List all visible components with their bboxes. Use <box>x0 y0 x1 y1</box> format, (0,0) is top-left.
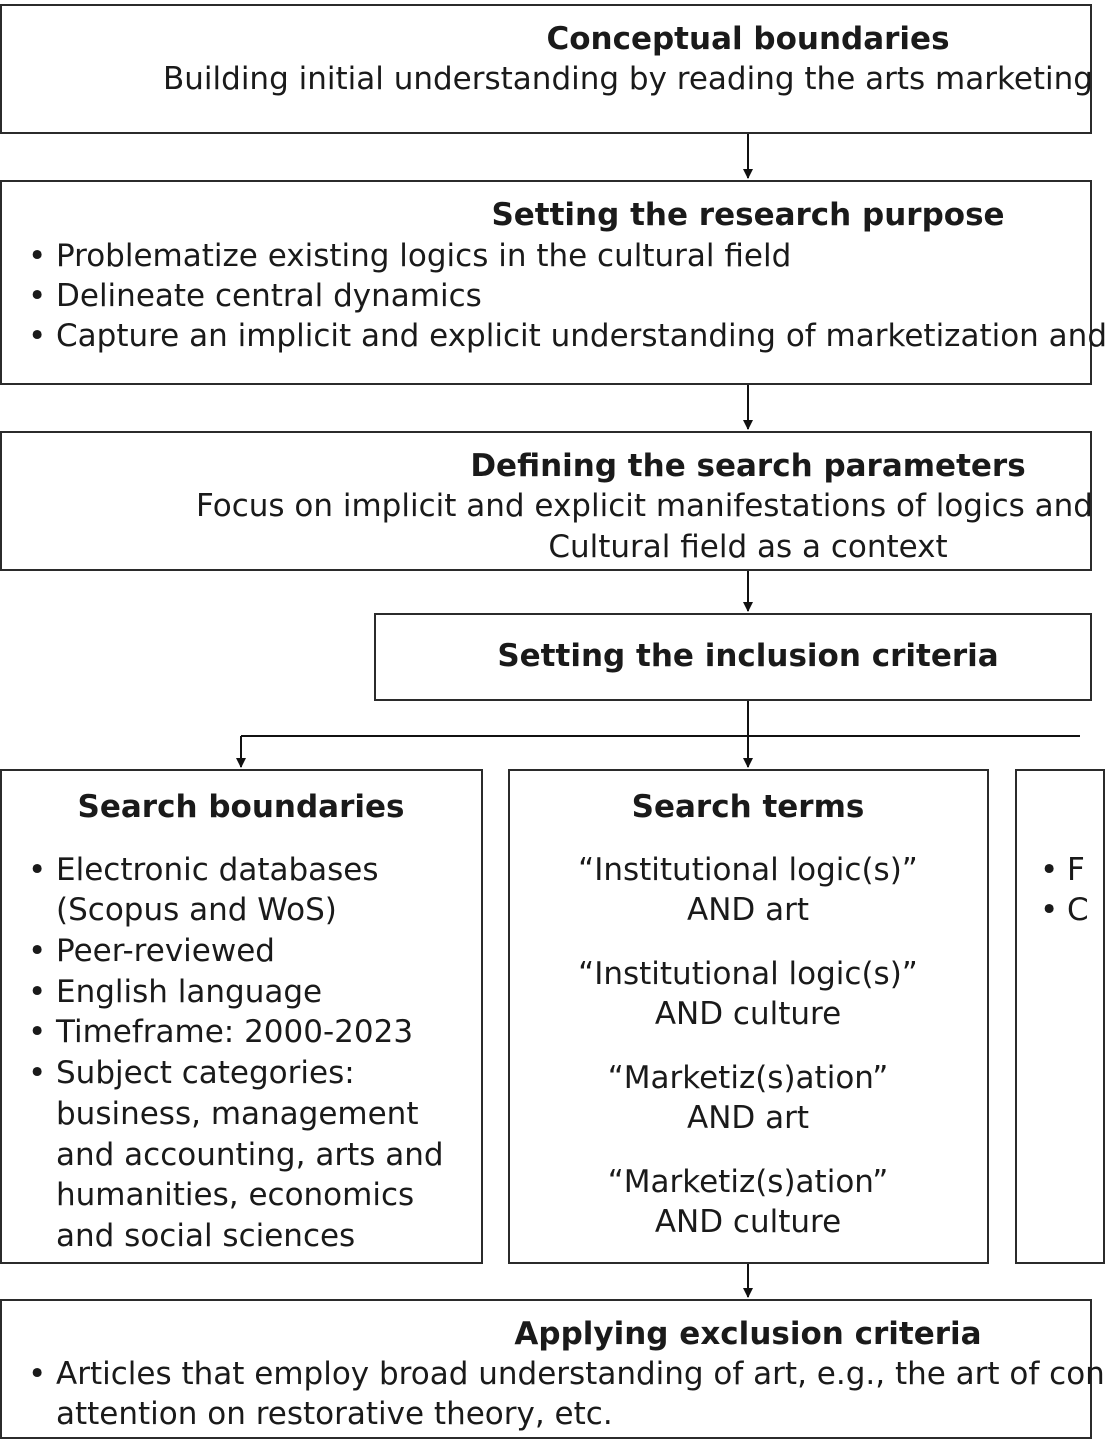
boundaries-bullet: English language <box>56 974 323 1010</box>
search-term-operator: AND art <box>686 1100 810 1136</box>
exclusion-criteria-title: Applying exclusion criteria <box>514 1316 982 1352</box>
search-term: “Marketiz(s)ation” <box>607 1060 889 1096</box>
bullet-dot: • <box>1040 852 1059 888</box>
bullet-dot: • <box>28 318 47 354</box>
bullet-dot: • <box>28 1014 47 1050</box>
exclusion-bullet: Articles that employ broad understanding of art, e.g., the art of con <box>56 1356 1105 1392</box>
bullet-dot: • <box>28 238 47 274</box>
inclusion-criteria-title: Setting the inclusion criteria <box>497 638 999 674</box>
exclusion-bullet-cont: attention on restorative theory, etc. <box>56 1396 613 1432</box>
third-bullet-fragment: C <box>1067 892 1089 928</box>
research-purpose-title: Setting the research purpose <box>491 197 1005 233</box>
conceptual-boundaries-title: Conceptual boundaries <box>546 21 950 57</box>
boundaries-bullet: Peer-reviewed <box>56 933 275 969</box>
purpose-bullet: Capture an implicit and explicit understanding of marketization and <box>56 318 1107 354</box>
search-parameters-line: Cultural field as a context <box>548 529 948 565</box>
search-parameters-line: Focus on implicit and explicit manifestations of logics and <box>196 488 1093 524</box>
bullet-dot: • <box>28 933 47 969</box>
search-term-operator: AND culture <box>654 996 842 1032</box>
purpose-bullet: Delineate central dynamics <box>56 278 482 314</box>
third-bullet-fragment: F <box>1067 852 1085 888</box>
search-boundaries-title: Search boundaries <box>77 789 405 825</box>
conceptual-boundaries-text: Building initial understanding by reading the arts marketing <box>163 61 1093 97</box>
boundaries-bullet-cont: business, management <box>56 1096 419 1132</box>
boundaries-bullet-cont: and social sciences <box>56 1218 356 1254</box>
search-term-operator: AND culture <box>654 1204 842 1240</box>
bullet-dot: • <box>1040 892 1059 928</box>
boundaries-bullet: Timeframe: 2000-2023 <box>56 1014 414 1050</box>
purpose-bullet: Problematize existing logics in the cultural field <box>56 238 792 274</box>
search-term: “Institutional logic(s)” <box>578 852 918 888</box>
boundaries-bullet-cont: (Scopus and WoS) <box>56 892 337 928</box>
bullet-dot: • <box>28 1055 47 1091</box>
bullet-dot: • <box>28 852 47 888</box>
boundaries-bullet: Electronic databases <box>56 852 379 888</box>
bullet-dot: • <box>28 974 47 1010</box>
boundaries-bullet-cont: and accounting, arts and <box>56 1137 444 1173</box>
search-term: “Marketiz(s)ation” <box>607 1164 889 1200</box>
search-parameters-title: Defining the search parameters <box>470 448 1026 484</box>
boundaries-bullet: Subject categories: <box>56 1055 355 1091</box>
search-term-operator: AND art <box>686 892 810 928</box>
bullet-dot: • <box>28 1356 47 1392</box>
boundaries-bullet-cont: humanities, economics <box>56 1177 415 1213</box>
third-criteria-box <box>1015 769 1105 1264</box>
bullet-dot: • <box>28 278 47 314</box>
search-terms-title: Search terms <box>631 789 865 825</box>
search-term: “Institutional logic(s)” <box>578 956 918 992</box>
